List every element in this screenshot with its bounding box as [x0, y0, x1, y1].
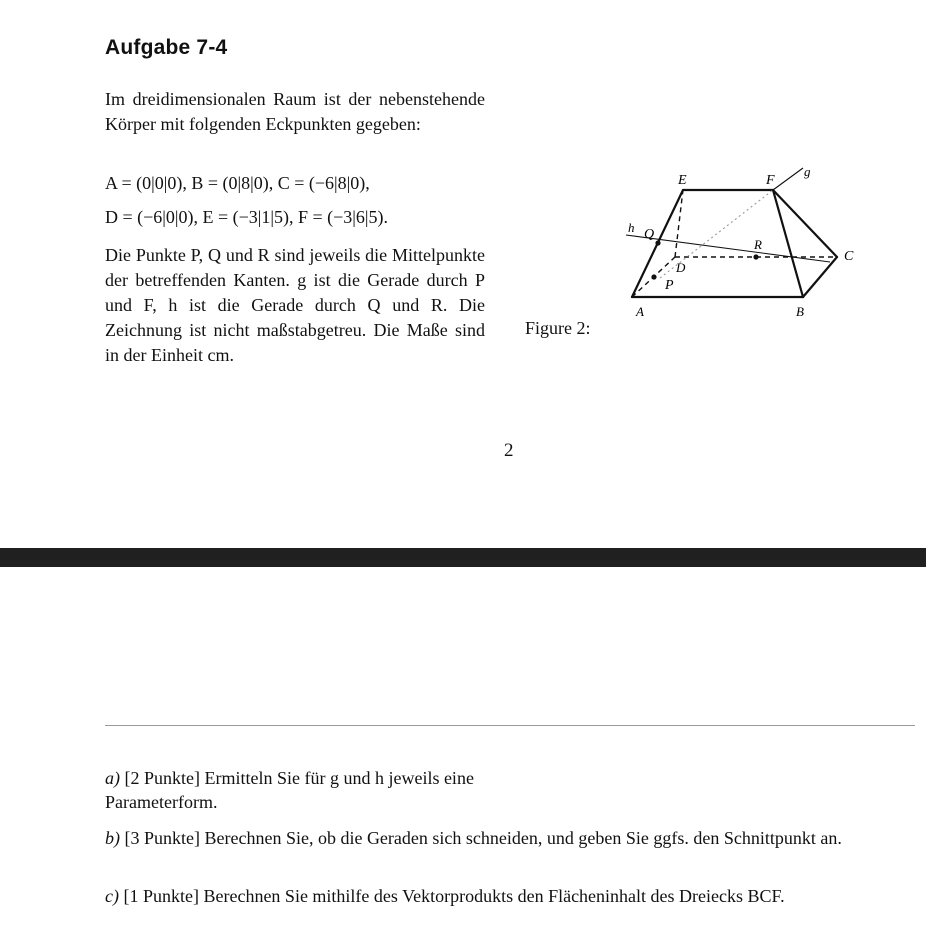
- intro-text: Im dreidimensionalen Raum ist der nebenstehende Körper mit folgenden Eckpunkten gegeben:: [105, 89, 485, 134]
- label-A: A: [636, 304, 644, 319]
- label-B: B: [796, 304, 804, 319]
- label-E: E: [678, 173, 687, 188]
- point-P: [651, 274, 656, 279]
- label-R: R: [754, 237, 762, 252]
- description-text: Die Punkte P, Q und R sind jeweils die Mittelpunkte der betreffenden Kanten. g ist die Gerade durch P und F, h ist die Gerade durch Q und R. Die Zeichnung ist nicht maßstabgetreu. Die Maße sind in der Einheit cm.: [105, 245, 485, 365]
- task-c-text: [1 Punkte] Berechnen Sie mithilfe des Vektorprodukts den Flächeninhalt des Dreiecks BCF.: [123, 886, 785, 906]
- figure-caption: Figure 2:: [525, 318, 591, 338]
- label-C: C: [844, 249, 854, 264]
- label-P: P: [665, 278, 674, 293]
- solid-figure-svg: [620, 158, 860, 328]
- task-c: [105, 884, 910, 908]
- equation-line-1: A = (0|0|0), B = (0|8|0), C = (−6|8|0),: [105, 173, 370, 193]
- task-a-label: a): [105, 768, 120, 788]
- edge-B-C: [803, 257, 837, 297]
- label-g: g: [804, 164, 811, 179]
- label-D: D: [676, 260, 686, 275]
- point-R: [753, 254, 758, 259]
- label-h: h: [628, 220, 635, 235]
- horizontal-rule: [105, 725, 915, 726]
- line-g-visible: [773, 168, 803, 190]
- line-h: [626, 235, 830, 262]
- equation-line-2: D = (−6|0|0), E = (−3|1|5), F = (−3|6|5).: [105, 207, 388, 227]
- task-b-label: b): [105, 828, 120, 848]
- exercise-heading: Aufgabe 7-4: [105, 36, 228, 59]
- point-Q: [655, 240, 660, 245]
- page-separator-bar: [0, 548, 926, 567]
- solid-figure: [620, 158, 860, 333]
- label-F: F: [766, 173, 775, 188]
- task-a-text: [2 Punkte] Ermitteln Sie für g und h jeweils eine Parameterform.: [105, 768, 474, 812]
- task-a: [105, 766, 495, 814]
- task-c-label: c): [105, 886, 119, 906]
- task-b-text: [3 Punkte] Berechnen Sie, ob die Geraden sich schneiden, und geben Sie ggfs. den Schnittpunkt an.: [124, 828, 842, 848]
- task-b: [105, 826, 910, 850]
- label-Q: Q: [644, 227, 655, 242]
- page-number: 2: [504, 440, 514, 461]
